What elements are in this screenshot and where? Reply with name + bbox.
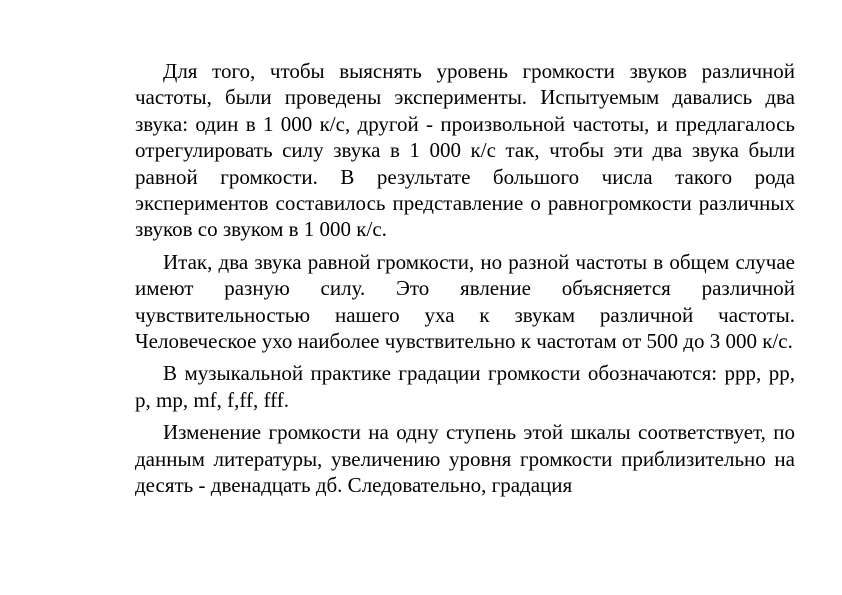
paragraph-1: Для того, чтобы выяснять уровень громкости звуков различной частоты, были проведены эксперименты. Испытуемым давались два звука: один в 1 000 к/с, другой - произвольной частоты, и предлагалось отрегулировать силу звука в 1 000 к/с так, чтобы эти два звука были равной громкости. В результате большого числа такого рода экспериментов составилось представление о равногромкости различных звуков со звуком в 1 000 к/с. bbox=[135, 59, 795, 242]
paragraph-2: Итак, два звука равной громкости, но разной частоты в общем случае имеют разную силу. Это явление объясняется различной чувствительностью нашего уха к звукам различной частоты. Человеческое ухо наиболее чувствительно к частотам от 500 до 3 000 к/с. bbox=[135, 249, 795, 354]
document-text bbox=[135, 58, 795, 505]
paragraph-3: В музыкальной практике градации громкости обозначаются: ppp, pp, p, mp, mf, f,ff, fff. bbox=[135, 361, 795, 412]
paragraph-4: Изменение громкости на одну ступень этой шкалы соответствует, по данным литературы, увеличению уровня громкости приблизительно на десять - двенадцать дб. Следовательно, градация bbox=[135, 420, 795, 498]
